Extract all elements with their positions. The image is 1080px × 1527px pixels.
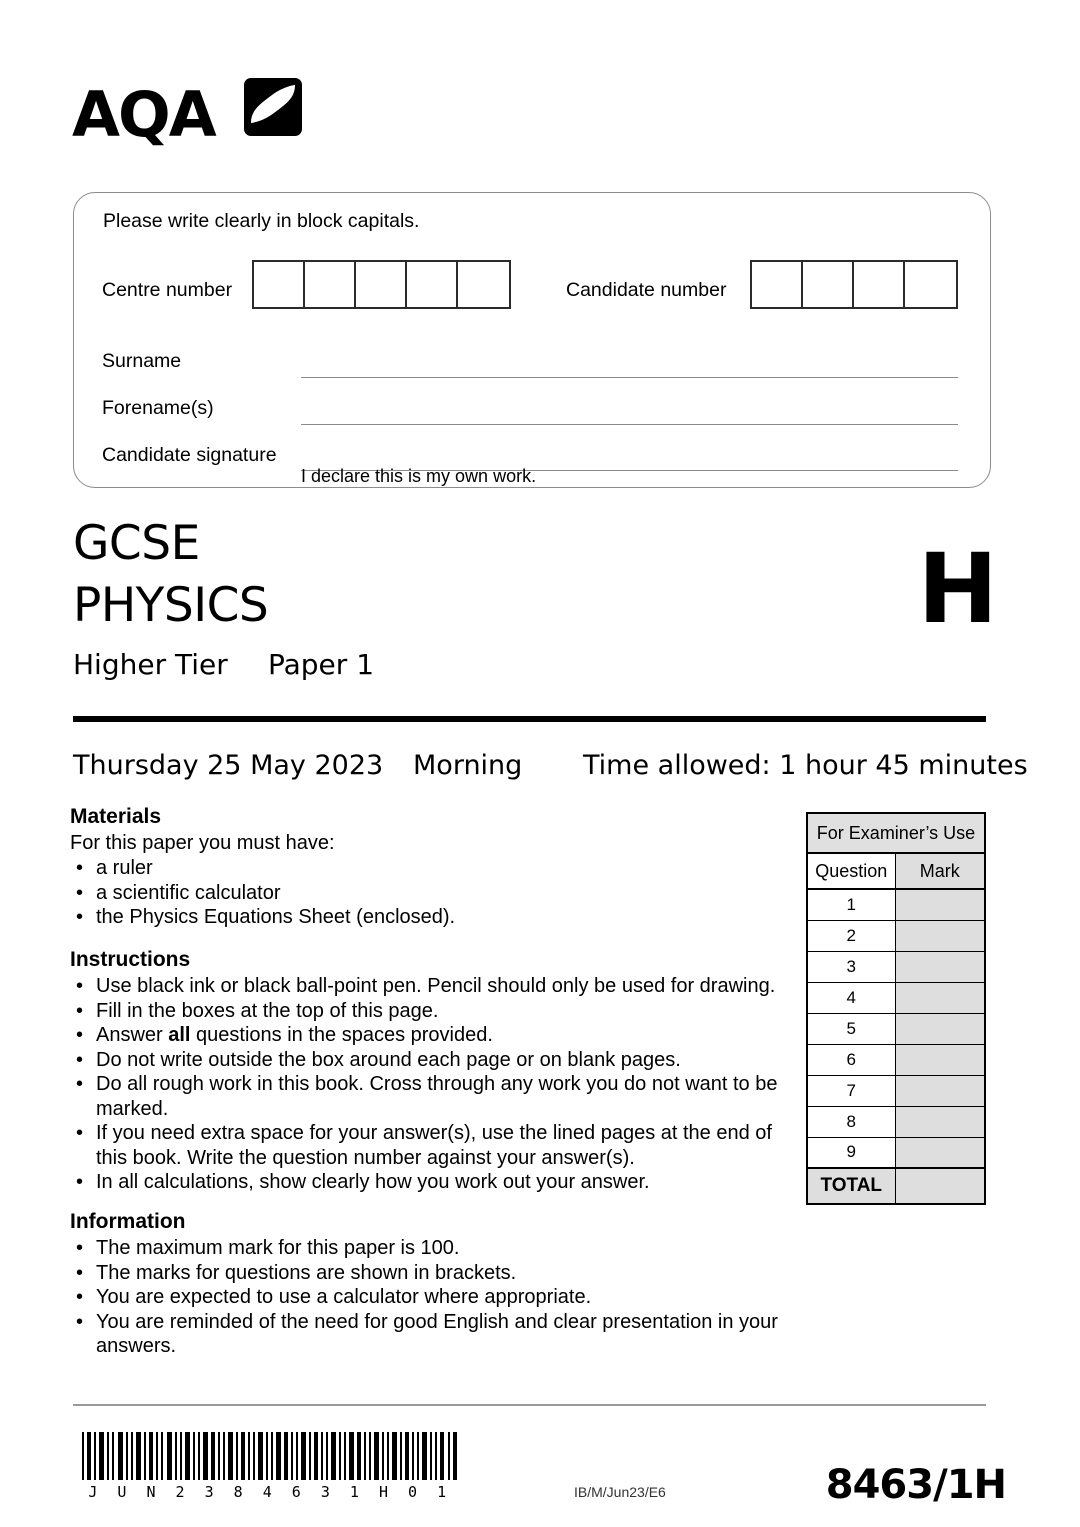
paper-code: 8463/1H [825,1462,1006,1508]
mark-entry[interactable] [895,982,985,1013]
table-total-row [807,1168,985,1204]
table-row [807,1137,985,1168]
question-number: 8 [807,1106,895,1137]
centre-number-digit-5[interactable] [458,262,509,307]
paper-reference: IB/M/Jun23/E6 [574,1484,666,1500]
surname-label: Surname [102,350,182,372]
examiner-use-table [806,812,986,1205]
instructions-section [70,948,790,1195]
question-number: 3 [807,951,895,982]
list-item: • You are reminded of the need for good English and clear presentation in your answers. [70,1310,790,1359]
candidate-number-digit-2[interactable] [803,262,854,307]
mark-entry[interactable] [895,1044,985,1075]
mark-entry[interactable] [895,920,985,951]
question-number: 5 [807,1013,895,1044]
exam-date: Thursday 25 May 2023 [73,750,384,781]
barcode-text: J U N 2 3 8 4 6 3 1 H 0 1 [88,1483,452,1501]
mark-entry[interactable] [895,1013,985,1044]
table-column-header-row [807,853,985,889]
table-row [807,1106,985,1137]
mark-entry[interactable] [895,1106,985,1137]
total-label: TOTAL [807,1168,895,1204]
materials-section [70,805,790,930]
centre-number-input[interactable] [252,260,511,309]
materials-heading: Materials [70,805,162,828]
list-item: • If you need extra space for your answer(s), use the lined pages at the end of this book. Write the question number against your answer(s). [70,1121,790,1170]
materials-lead: For this paper you must have: [70,832,335,854]
table-row [807,1044,985,1075]
tier-label: Higher Tier [73,648,228,681]
centre-number-digit-4[interactable] [407,262,458,307]
question-number: 9 [807,1137,895,1168]
information-list [70,1236,790,1359]
mark-entry[interactable] [895,1075,985,1106]
list-item: • the Physics Equations Sheet (enclosed). [70,905,790,930]
candidate-number-label: Candidate number [566,279,727,301]
centre-number-digit-2[interactable] [305,262,356,307]
candidate-signature-label: Candidate signature [102,444,277,466]
declaration-text: I declare this is my own work. [301,466,537,486]
table-row [807,920,985,951]
exam-session: Morning [413,750,523,781]
question-number: 6 [807,1044,895,1075]
list-item: • Answer all questions in the spaces provided. [70,1023,790,1048]
instructions-heading: Instructions [70,948,191,971]
title-divider [73,716,986,722]
list-item: • In all calculations, show clearly how you work out your answer. [70,1170,790,1195]
table-row [807,889,985,920]
total-mark-entry[interactable] [895,1168,985,1204]
table-header-row [807,813,985,853]
question-number: 1 [807,889,895,920]
forename-label: Forename(s) [102,397,214,419]
qualification-level: GCSE [73,516,200,571]
paper-label: Paper 1 [268,648,375,681]
question-number: 4 [807,982,895,1013]
examiner-use-header: For Examiner’s Use [807,813,985,853]
table-row [807,951,985,982]
barcode-bars-icon [80,1432,460,1480]
list-item: • Do all rough work in this book. Cross through any work you do not want to be marked. [70,1072,790,1121]
instructions-list [70,974,790,1195]
mark-entry[interactable] [895,951,985,982]
centre-number-digit-3[interactable] [356,262,407,307]
forename-input[interactable] [301,424,958,425]
column-header-mark: Mark [895,853,985,889]
centre-number-digit-1[interactable] [254,262,305,307]
list-item: • Do not write outside the box around each page or on blank pages. [70,1048,790,1073]
information-heading: Information [70,1210,186,1233]
candidate-number-digit-4[interactable] [905,262,956,307]
list-item: • a scientific calculator [70,881,790,906]
barcode [80,1432,460,1501]
question-number: 2 [807,920,895,951]
surname-input[interactable] [301,377,958,378]
candidate-number-digit-1[interactable] [752,262,803,307]
mark-entry[interactable] [895,889,985,920]
block-capitals-instruction: Please write clearly in block capitals. [103,210,420,232]
centre-number-label: Centre number [102,279,233,301]
list-item: • a ruler [70,856,790,881]
list-item: • Use black ink or black ball-point pen. Pencil should only be used for drawing. [70,974,790,999]
exam-duration: Time allowed: 1 hour 45 minutes [583,750,1028,781]
table-row [807,1013,985,1044]
list-item: • The marks for questions are shown in brackets. [70,1261,790,1286]
information-section [70,1210,790,1359]
list-item: • You are expected to use a calculator where appropriate. [70,1285,790,1310]
list-item: • The maximum mark for this paper is 100. [70,1236,790,1261]
aqa-logo [72,78,312,158]
aqa-leaf-icon [244,78,302,136]
materials-list [70,856,790,930]
table-row [807,1075,985,1106]
list-item: • Fill in the boxes at the top of this page. [70,999,790,1024]
column-header-question: Question [807,853,895,889]
page-title: PHYSICS [73,578,269,633]
footer-divider [73,1404,986,1406]
candidate-number-input[interactable] [750,260,958,309]
candidate-number-digit-3[interactable] [854,262,905,307]
mark-entry[interactable] [895,1137,985,1168]
tier-letter-badge: H [917,533,998,645]
aqa-wordmark: AQA [72,78,215,151]
question-number: 7 [807,1075,895,1106]
table-row [807,982,985,1013]
